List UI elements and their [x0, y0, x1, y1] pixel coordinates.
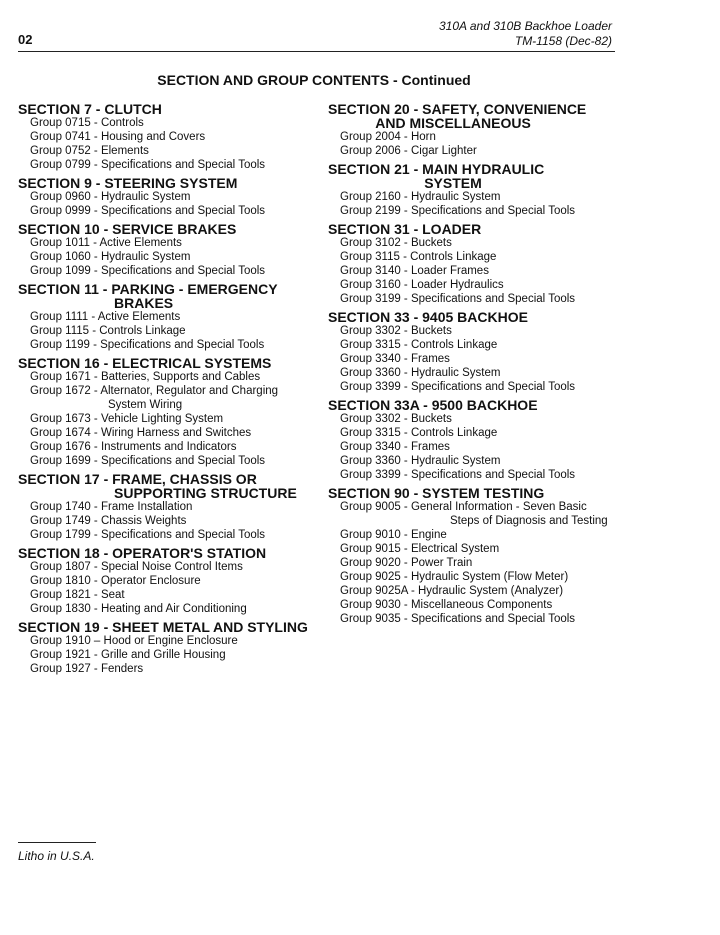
group-text: Group 1676 - Instruments and Indicators: [30, 441, 237, 453]
group-item: [328, 292, 618, 306]
group-item: [328, 264, 618, 278]
section: [18, 470, 318, 542]
section-title-continuation: SYSTEM: [424, 175, 482, 191]
group-text: Group 9035 - Specifications and Special Tools: [340, 613, 576, 625]
group-text: Group 3399 - Specifications and Special Tools: [340, 381, 576, 393]
group-item: [18, 648, 318, 662]
group-item: [328, 612, 618, 626]
group-item: [18, 412, 318, 426]
group-item: [328, 468, 618, 482]
group-item: [328, 412, 618, 426]
section-title: [18, 100, 318, 116]
group-item: [328, 144, 618, 158]
group-text: Group 1810 - Operator Enclosure: [30, 575, 201, 587]
section-title: [18, 174, 318, 190]
group-text: Group 3102 - Buckets: [340, 237, 452, 249]
group-item: [18, 560, 318, 574]
group-item: [18, 602, 318, 616]
group-item: [328, 366, 618, 380]
section: [18, 544, 318, 616]
group-text: Group 1799 - Specifications and Special Tools: [30, 529, 266, 541]
group-item: [18, 116, 318, 130]
group-item: [328, 380, 618, 394]
section: [18, 280, 318, 352]
group-item: [328, 352, 618, 366]
section-title: [18, 544, 318, 560]
page-title: SECTION AND GROUP CONTENTS - Continued: [157, 72, 471, 88]
group-text: Group 1672 - Alternator, Regulator and Charging: [30, 385, 279, 397]
group-text: Group 2004 - Horn: [340, 131, 436, 143]
document-header: [439, 19, 612, 49]
section-title-text: SECTION 90 - SYSTEM TESTING: [328, 485, 545, 501]
section: [328, 220, 618, 306]
section: [18, 354, 318, 468]
group-text: Group 0999 - Specifications and Special Tools: [30, 205, 266, 217]
group-item: [328, 338, 618, 352]
document-title: 310A and 310B Backhoe Loader: [438, 19, 612, 33]
group-text: Group 9025A - Hydraulic System (Analyzer): [340, 585, 564, 597]
group-item: [328, 556, 618, 570]
group-text: Group 0715 - Controls: [30, 117, 144, 129]
group-text: Group 0741 - Housing and Covers: [30, 131, 206, 143]
section: [328, 308, 618, 394]
group-text: Group 1749 - Chassis Weights: [30, 515, 187, 527]
group-text: Group 3302 - Buckets: [340, 325, 452, 337]
section-title: [18, 470, 318, 500]
group-text: Group 2160 - Hydraulic System: [340, 191, 501, 203]
footer-note: Litho in U.S.A.: [18, 849, 95, 863]
group-item: [18, 204, 318, 218]
group-text: Group 2006 - Cigar Lighter: [340, 145, 477, 157]
group-item: [18, 236, 318, 250]
section-title-continuation: SUPPORTING STRUCTURE: [114, 485, 297, 501]
section-title: [328, 308, 618, 324]
section-title-continuation: AND MISCELLANEOUS: [375, 115, 531, 131]
group-text: Group 3302 - Buckets: [340, 413, 452, 425]
group-text: Group 1910 – Hood or Engine Enclosure: [30, 635, 238, 647]
section: [328, 484, 618, 626]
group-text-continuation: Steps of Diagnosis and Testing: [450, 515, 608, 527]
group-item: [328, 278, 618, 292]
group-text: Group 1671 - Batteries, Supports and Cables: [30, 371, 261, 383]
group-text: Group 1673 - Vehicle Lighting System: [30, 413, 224, 425]
group-item: [328, 250, 618, 264]
group-item: [18, 384, 318, 412]
section-title-text: SECTION 19 - SHEET METAL AND STYLING: [18, 619, 308, 635]
section-title-text: SECTION 17 - FRAME, CHASSIS OR: [18, 471, 257, 487]
group-item: [328, 440, 618, 454]
section-title: [18, 354, 318, 370]
group-text: Group 1011 - Active Elements: [30, 237, 182, 249]
group-text: Group 1740 - Frame Installation: [30, 501, 193, 513]
group-text: Group 1674 - Wiring Harness and Switches: [30, 427, 252, 439]
group-text: Group 3199 - Specifications and Special Tools: [340, 293, 576, 305]
group-text: Group 3315 - Controls Linkage: [340, 427, 498, 439]
section: [328, 396, 618, 482]
group-text: Group 1111 - Active Elements: [30, 311, 181, 323]
section-title-text: SECTION 11 - PARKING - EMERGENCY: [18, 281, 278, 297]
right-column: [328, 100, 618, 628]
section: [18, 220, 318, 278]
group-item: [18, 454, 318, 468]
group-item: [328, 584, 618, 598]
section-title-text: SECTION 7 - CLUTCH: [18, 101, 162, 117]
header-rule: [18, 51, 615, 52]
group-text: Group 1199 - Specifications and Special Tools: [30, 339, 265, 351]
section-title-text: SECTION 21 - MAIN HYDRAULIC: [328, 161, 545, 177]
group-item: [18, 310, 318, 324]
group-text-continuation: System Wiring: [108, 399, 183, 411]
group-item: [18, 324, 318, 338]
section-title: [328, 220, 618, 236]
section: [328, 160, 618, 218]
group-text: Group 9005 - General Information - Seven Basic: [340, 501, 587, 513]
group-item: [328, 190, 618, 204]
group-item: [328, 528, 618, 542]
section: [328, 100, 618, 158]
group-item: [18, 158, 318, 172]
group-text: Group 1821 - Seat: [30, 589, 125, 601]
footer-rule: [18, 842, 96, 843]
group-item: [18, 144, 318, 158]
section-title-text: SECTION 18 - OPERATOR'S STATION: [18, 545, 267, 561]
group-item: [18, 514, 318, 528]
group-text: Group 3340 - Frames: [340, 441, 450, 453]
group-text: Group 9010 - Engine: [340, 529, 447, 541]
group-item: [18, 662, 318, 676]
group-text: Group 9025 - Hydraulic System (Flow Meter): [340, 571, 569, 583]
group-text: Group 0960 - Hydraulic System: [30, 191, 191, 203]
group-text: Group 9015 - Electrical System: [340, 543, 500, 555]
group-item: [18, 338, 318, 352]
section-title: [328, 160, 618, 190]
group-item: [328, 598, 618, 612]
section: [18, 174, 318, 218]
group-text: Group 0799 - Specifications and Special Tools: [30, 159, 266, 171]
group-text: Group 1807 - Special Noise Control Items: [30, 561, 243, 573]
section-title-text: SECTION 10 - SERVICE BRAKES: [18, 221, 237, 237]
group-text: Group 1921 - Grille and Grille Housing: [30, 649, 226, 661]
group-text: Group 9020 - Power Train: [340, 557, 473, 569]
section: [18, 618, 318, 676]
group-item: [18, 500, 318, 514]
group-text: Group 3315 - Controls Linkage: [340, 339, 498, 351]
group-text: Group 9030 - Miscellaneous Components: [340, 599, 553, 611]
group-item: [18, 264, 318, 278]
group-text: Group 1060 - Hydraulic System: [30, 251, 191, 263]
group-item: [18, 190, 318, 204]
group-item: [18, 574, 318, 588]
section-title: [18, 618, 318, 634]
group-item: [18, 370, 318, 384]
group-text: Group 3360 - Hydraulic System: [340, 455, 501, 467]
page-number: 02: [18, 32, 33, 47]
group-text: Group 1115 - Controls Linkage: [30, 325, 186, 337]
group-text: Group 3360 - Hydraulic System: [340, 367, 501, 379]
group-item: [18, 440, 318, 454]
group-item: [328, 324, 618, 338]
group-item: [328, 426, 618, 440]
document-code: TM-1158 (Dec-82): [514, 34, 612, 48]
group-item: [328, 236, 618, 250]
section-title-continuation: BRAKES: [114, 295, 174, 311]
group-item: [328, 500, 618, 528]
group-text: Group 1099 - Specifications and Special Tools: [30, 265, 266, 277]
section-title-text: SECTION 31 - LOADER: [328, 221, 482, 237]
section: [18, 100, 318, 172]
group-text: Group 1699 - Specifications and Special Tools: [30, 455, 266, 467]
group-item: [18, 634, 318, 648]
group-text: Group 2199 - Specifications and Special Tools: [340, 205, 576, 217]
group-item: [328, 454, 618, 468]
section-title-text: SECTION 33A - 9500 BACKHOE: [328, 397, 538, 413]
group-text: Group 3115 - Controls Linkage: [340, 251, 497, 263]
group-item: [18, 528, 318, 542]
group-text: Group 3340 - Frames: [340, 353, 450, 365]
section-title: [18, 280, 318, 310]
group-text: Group 3399 - Specifications and Special Tools: [340, 469, 576, 481]
group-text: Group 3140 - Loader Frames: [340, 265, 489, 277]
section-title: [328, 100, 618, 130]
group-text: Group 1927 - Fenders: [30, 663, 144, 675]
group-item: [328, 130, 618, 144]
section-title: [328, 396, 618, 412]
left-column: [18, 100, 318, 678]
group-item: [328, 204, 618, 218]
group-item: [18, 588, 318, 602]
group-item: [328, 542, 618, 556]
section-title-text: SECTION 20 - SAFETY, CONVENIENCE: [328, 101, 587, 117]
group-item: [18, 130, 318, 144]
group-item: [18, 250, 318, 264]
group-text: Group 0752 - Elements: [30, 145, 149, 157]
section-title-text: SECTION 9 - STEERING SYSTEM: [18, 175, 238, 191]
group-text: Group 3160 - Loader Hydraulics: [340, 279, 504, 291]
group-item: [328, 570, 618, 584]
section-title: [328, 484, 618, 500]
group-item: [18, 426, 318, 440]
section-title: [18, 220, 318, 236]
section-title-text: SECTION 16 - ELECTRICAL SYSTEMS: [18, 355, 272, 371]
group-text: Group 1830 - Heating and Air Conditioning: [30, 603, 247, 615]
section-title-text: SECTION 33 - 9405 BACKHOE: [328, 309, 528, 325]
